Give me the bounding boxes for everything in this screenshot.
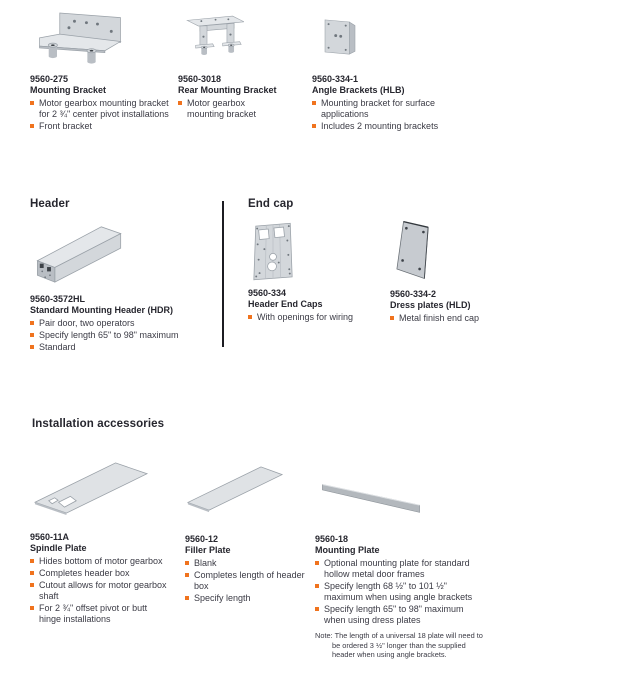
bullet-list: [185, 558, 310, 604]
bullet-square-icon: [30, 606, 34, 610]
product-name: Rear Mounting Bracket: [178, 85, 277, 95]
product-name: Mounting Bracket: [30, 85, 107, 95]
header-bar-image: [30, 216, 212, 290]
bullet-list: [315, 558, 487, 626]
section-title-end-cap: End cap: [248, 198, 294, 210]
product-card-9560-334: [248, 216, 383, 324]
bullet-item: Motor gearbox mounting bracket for 2 ¾" center pivot installations: [30, 98, 170, 120]
bullet-item: Front bracket: [30, 121, 170, 132]
bullet-item: Pair door, two operators: [30, 318, 212, 329]
bullet-item: Blank: [185, 558, 310, 569]
bullet-square-icon: [30, 124, 34, 128]
header-bar-illustration: [32, 222, 128, 284]
bullet-item: With openings for wiring: [248, 312, 383, 323]
bullet-square-icon: [390, 316, 394, 320]
product-name: Dress plates (HLD): [390, 300, 471, 310]
product-card-9560-334-2: [390, 216, 530, 325]
bullet-item: Includes 2 mounting brackets: [312, 121, 462, 132]
bullet-item: Completes header box: [30, 568, 168, 579]
bullet-square-icon: [312, 101, 316, 105]
section-title-installation-accessories: Installation accessories: [32, 418, 165, 430]
spindle-plate-illustration: [32, 459, 150, 516]
bullet-item: Cutout allows for motor gearbox shaft: [30, 580, 168, 602]
bullet-item: Motor gearbox mounting bracket: [178, 98, 278, 120]
bullet-list: [312, 98, 462, 132]
bullet-item: Specify length: [185, 593, 310, 604]
product-code: 9560-3572HL: [30, 294, 86, 304]
bullet-list: [30, 556, 168, 625]
mounting-plate-image: [315, 442, 487, 526]
section-title-header: Header: [30, 198, 70, 210]
filler-plate-illustration: [185, 462, 285, 516]
bullet-square-icon: [185, 573, 189, 577]
header-end-cap-illustration: [250, 220, 296, 284]
dress-plate-illustration: [395, 218, 431, 284]
bullet-square-icon: [30, 333, 34, 337]
bullet-square-icon: [30, 101, 34, 105]
bullet-square-icon: [178, 101, 182, 105]
product-name: Header End Caps: [248, 299, 323, 309]
filler-plate-image: [185, 442, 310, 526]
product-card-9560-275: [30, 2, 170, 133]
bullet-square-icon: [315, 607, 319, 611]
bullet-square-icon: [315, 584, 319, 588]
bullet-list: [30, 318, 212, 353]
header-end-cap-image: [248, 216, 383, 284]
product-name: Angle Brackets (HLB): [312, 85, 405, 95]
angle-bracket-illustration: [320, 8, 360, 66]
product-name: Spindle Plate: [30, 543, 87, 553]
product-name: Standard Mounting Header (HDR): [30, 305, 173, 315]
product-code: 9560-334: [248, 288, 287, 298]
bullet-item: Specify length 68 ½" to 101 ½" maximum when using angle brackets: [315, 581, 487, 603]
bullet-square-icon: [315, 561, 319, 565]
bullet-square-icon: [185, 596, 189, 600]
product-card-9560-11A: [30, 442, 168, 626]
bullet-square-icon: [30, 583, 34, 587]
bullet-square-icon: [30, 345, 34, 349]
angle-bracket-image: [312, 2, 462, 69]
mounting-plate-illustration: [316, 480, 426, 516]
product-code: 9560-3018: [178, 74, 222, 84]
product-code: 9560-275: [30, 74, 69, 84]
bullet-item: Specify length 65" to 98" maximum: [30, 330, 212, 341]
product-card-9560-3018: [178, 2, 308, 121]
product-code: 9560-18: [315, 534, 349, 544]
bullet-item: Specify length 65" to 98" maximum when using dress plates: [315, 604, 487, 626]
bullet-square-icon: [30, 571, 34, 575]
rear-mounting-bracket-illustration: [180, 6, 244, 66]
bullet-item: For 2 ¾" offset pivot or butt hinge installations: [30, 603, 168, 625]
bullet-square-icon: [312, 124, 316, 128]
product-card-9560-3572HL: [30, 216, 212, 354]
product-card-9560-18: [315, 442, 487, 660]
bullet-list: [390, 313, 530, 324]
product-code: 9560-11A: [30, 532, 70, 542]
product-name: Filler Plate: [185, 545, 231, 555]
product-card-9560-12: [185, 442, 310, 605]
bullet-square-icon: [30, 321, 34, 325]
bullet-list: [248, 312, 383, 323]
bullet-item: Hides bottom of motor gearbox: [30, 556, 168, 567]
bullet-square-icon: [30, 559, 34, 563]
bullet-item: Completes length of header box: [185, 570, 310, 592]
vertical-divider: [222, 201, 224, 347]
bullet-item: Standard: [30, 342, 212, 353]
product-note: Note: The length of a universal 18 plate will need to be ordered 3 ½" longer than the supplied header when using angle brackets.: [315, 631, 483, 659]
bullet-list: [30, 98, 170, 132]
rear-mounting-bracket-image: [178, 2, 308, 69]
bullet-square-icon: [185, 561, 189, 565]
product-name: Mounting Plate: [315, 545, 380, 555]
spindle-plate-image: [30, 442, 168, 524]
bullet-square-icon: [248, 315, 252, 319]
product-code: 9560-12: [185, 534, 219, 544]
bullet-list: [178, 98, 278, 120]
bullet-item: Optional mounting plate for standard hollow metal door frames: [315, 558, 487, 580]
mounting-bracket-image: [30, 2, 170, 69]
bullet-item: Mounting bracket for surface applications: [312, 98, 462, 120]
bullet-item: Metal finish end cap: [390, 313, 530, 324]
product-card-9560-334-1: [312, 2, 462, 133]
mounting-bracket-illustration: [34, 6, 126, 66]
product-code: 9560-334-1: [312, 74, 359, 84]
dress-plate-image: [390, 216, 530, 285]
product-code: 9560-334-2: [390, 289, 437, 299]
